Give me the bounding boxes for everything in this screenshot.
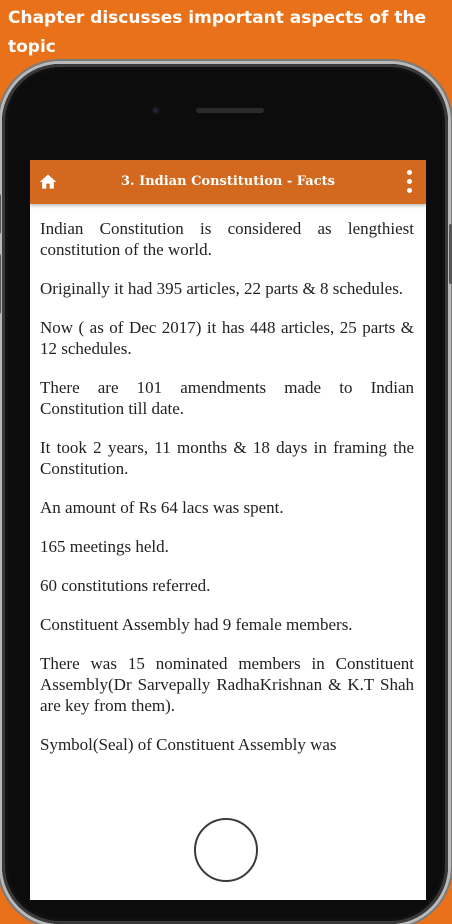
front-camera — [151, 106, 160, 115]
home-icon[interactable] — [38, 172, 58, 192]
app-screen — [30, 160, 426, 900]
earpiece-speaker — [196, 108, 264, 113]
promo-caption: Chapter discusses important aspects of the topic — [8, 8, 427, 57]
app-bar — [30, 160, 426, 204]
phone-frame — [2, 64, 448, 924]
volume-button — [0, 194, 1, 234]
fact-paragraph: Originally it had 395 articles, 22 parts & 8 schedules. — [40, 279, 404, 298]
fact-paragraph: Symbol(Seal) of Constituent Assembly was — [40, 735, 337, 754]
fact-paragraph: There are 101 amendments made to Indian Constitution till date. — [40, 378, 414, 418]
fact-paragraph: It took 2 years, 11 months & 18 days in framing the Constitution. — [40, 438, 414, 478]
fact-paragraph: 60 constitutions referred. — [40, 576, 211, 595]
fact-paragraph: 165 meetings held. — [40, 537, 169, 556]
page-title: 3. Indian Constitution - Facts — [121, 174, 335, 189]
fact-paragraph: There was 15 nominated members in Constituent Assembly(Dr Sarvepally RadhaKrishnan & K.T Shah are key from them). — [40, 654, 414, 715]
fact-paragraph: Now ( as of Dec 2017) it has 448 articles, 25 parts & 12 schedules. — [40, 318, 414, 358]
fact-paragraph: Indian Constitution is considered as lengthiest constitution of the world. — [40, 219, 414, 259]
fact-paragraph: An amount of Rs 64 lacs was spent. — [40, 498, 284, 517]
fact-paragraph: Constituent Assembly had 9 female members. — [40, 615, 353, 634]
volume-button — [0, 254, 1, 314]
more-vert-icon[interactable] — [406, 170, 412, 194]
home-button[interactable] — [194, 818, 258, 882]
facts-content[interactable] — [40, 218, 414, 773]
